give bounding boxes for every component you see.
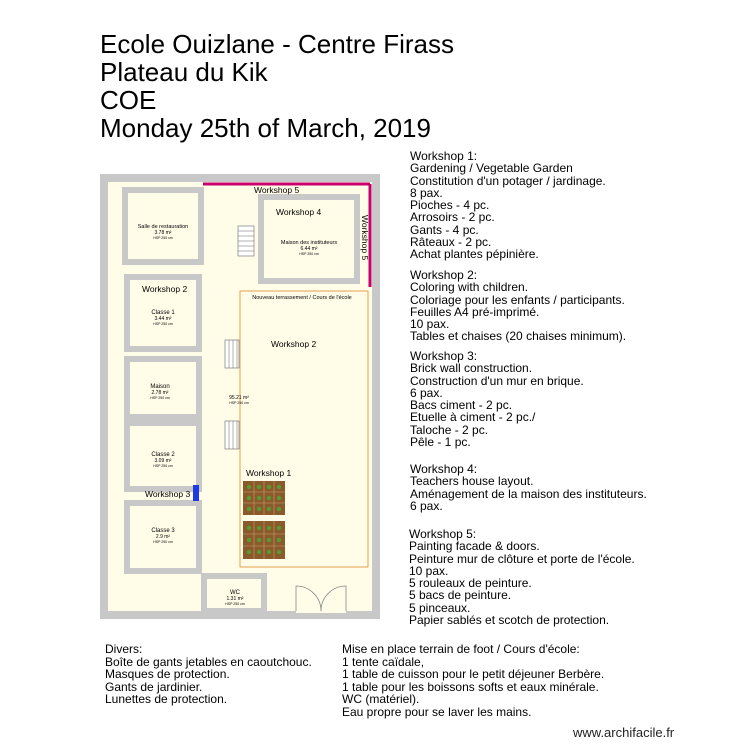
room-maison-area: 2.78 m² bbox=[151, 390, 169, 396]
ws2-line: Coloring with children. bbox=[410, 280, 529, 295]
room-classe1-area: 3.44 m² bbox=[154, 316, 172, 322]
court-label: Nouveau terrassement / Cours de l'école bbox=[252, 295, 352, 301]
room-maison-inst-height: HSP 250 cm bbox=[299, 252, 319, 256]
ws3-line: Bacs ciment - 2 pc. bbox=[410, 398, 513, 413]
stairs-lower bbox=[225, 421, 239, 449]
football-line: 1 table de cuisson pour le petit déjeuner Berbère. bbox=[342, 667, 605, 681]
football-line: Eau propre pour se laver les mains. bbox=[342, 704, 532, 719]
ws5-line: 5 bacs de peinture. bbox=[409, 588, 512, 603]
ws1-line: Arrosoirs - 2 pc. bbox=[410, 210, 495, 225]
room-maison-inst-area: 6.44 m² bbox=[300, 246, 318, 252]
ws3-line: Pêle - 1 pc. bbox=[410, 435, 471, 450]
room-classe3-height: HSP 250 cm bbox=[153, 540, 173, 544]
label-workshop1: Workshop 1 bbox=[246, 468, 292, 478]
ws1-line: Achat plantes pépinière. bbox=[410, 247, 539, 262]
title-line-school: Ecole Ouizlane - Centre Firass bbox=[100, 29, 455, 59]
football-setup-list bbox=[342, 643, 604, 718]
ws1-line: Workshop 1: bbox=[410, 149, 478, 163]
room-wc-height: HSP 250 cm bbox=[225, 602, 245, 606]
room-classe1-height: HSP 250 cm bbox=[153, 322, 173, 326]
ws4-line: 6 pax. bbox=[410, 498, 443, 513]
workshop-2-details bbox=[410, 269, 626, 343]
total-height: HSP 250 cm bbox=[229, 401, 249, 405]
ws2-line: Workshop 2: bbox=[410, 268, 478, 282]
room-wc-name: WC bbox=[230, 590, 240, 596]
ws3-line: Workshop 3: bbox=[410, 349, 478, 363]
room-wc-area: 1.31 m² bbox=[226, 596, 244, 602]
ws3-line: 6 pax. bbox=[410, 385, 443, 400]
ws2-line: Tables et chaises (20 chaises minimum). bbox=[410, 329, 627, 344]
divers-line: Masques de protection. bbox=[105, 667, 230, 681]
watermark: www.archifacile.fr bbox=[573, 725, 675, 740]
label-workshop4: Workshop 4 bbox=[276, 207, 322, 217]
room-classe3-area: 2.9 m² bbox=[155, 534, 171, 540]
ws3-line: Etuelle à ciment - 2 pc./ bbox=[410, 410, 536, 425]
football-line: 1 tente caïdale, bbox=[342, 654, 425, 669]
room-salle-height: HSP 250 cm bbox=[153, 236, 173, 240]
ws5-line: Workshop 5: bbox=[409, 527, 477, 541]
label-workshop5-side: Workshop 5 bbox=[360, 215, 370, 261]
ws5-line: Painting facade & doors. bbox=[409, 539, 540, 554]
workshop-1-details bbox=[410, 150, 606, 261]
label-workshop2-center: Workshop 2 bbox=[271, 339, 317, 349]
football-line: 1 table pour les boissons softs et eaux minérale. bbox=[342, 679, 599, 694]
room-classe3-name: Classe 3 bbox=[151, 528, 175, 534]
title-line-org: COE bbox=[100, 85, 157, 115]
room-salle-name: Salle de restauration bbox=[137, 224, 189, 230]
ws3-line: Brick wall construction. bbox=[410, 361, 533, 376]
title-line-site: Plateau du Kik bbox=[100, 57, 268, 87]
ws4-line: Aménagement de la maison des instituteurs. bbox=[410, 486, 647, 501]
ws1-line: Pioches - 4 pc. bbox=[410, 198, 490, 213]
ws5-line: 5 pinceaux. bbox=[409, 600, 471, 615]
room-maison-name: Maison bbox=[150, 384, 170, 390]
divers-line: Divers: bbox=[105, 642, 143, 656]
room-maison-inst-name: Maison des instituteurs bbox=[280, 240, 338, 246]
ws5-line: Peinture mur de clôture et porte de l'école. bbox=[409, 551, 635, 566]
label-workshop3: Workshop 3 bbox=[145, 489, 191, 499]
workshop3-wall bbox=[193, 485, 199, 501]
room-classe2-area: 3.09 m² bbox=[154, 458, 172, 464]
ws1-line: Gants - 4 pc. bbox=[410, 222, 479, 237]
workshop-4-details bbox=[410, 463, 647, 512]
ws4-line: Workshop 4: bbox=[410, 462, 478, 476]
football-line: Mise en place terrain de foot / Cours d'école: bbox=[342, 642, 580, 656]
divers-line: Lunettes de protection. bbox=[105, 692, 228, 706]
room-salle-area: 3.78 m² bbox=[154, 230, 172, 236]
ws5-line: 5 rouleaux de peinture. bbox=[409, 576, 532, 591]
title-line-date: Monday 25th of March, 2019 bbox=[100, 113, 431, 143]
ws2-line: 10 pax. bbox=[410, 317, 450, 332]
ws1-line: Gardening / Vegetable Garden bbox=[410, 161, 573, 176]
ws4-line: Teachers house layout. bbox=[410, 474, 534, 489]
room-classe2-height: HSP 250 cm bbox=[153, 464, 173, 468]
ws5-line: 10 pax. bbox=[409, 563, 449, 578]
football-line: WC (matériel). bbox=[342, 692, 420, 706]
label-workshop2-left: Workshop 2 bbox=[142, 284, 188, 294]
stairs-top bbox=[238, 226, 254, 256]
divers-line: Gants de jardinier. bbox=[105, 679, 203, 694]
ws3-line: Taloche - 2 pc. bbox=[410, 422, 489, 437]
ws1-line: Râteaux - 2 pc. bbox=[410, 235, 492, 250]
ws1-line: 8 pax. bbox=[410, 185, 443, 200]
ws1-line: Constitution d'un potager / jardinage. bbox=[410, 173, 606, 188]
ws5-line: Papier sablés et scotch de protection. bbox=[409, 613, 610, 628]
room-maison-height: HSP 250 cm bbox=[150, 396, 170, 400]
workshop-3-details bbox=[410, 350, 584, 448]
stairs-middle bbox=[225, 340, 239, 368]
divers-list bbox=[105, 643, 312, 706]
divers-line: Boîte de gants jetables en caoutchouc. bbox=[105, 654, 312, 669]
ws2-line: Feuilles A4 pré-imprimé. bbox=[410, 304, 540, 319]
total-area: 95.21 m² bbox=[229, 395, 249, 401]
workshop-5-details bbox=[409, 528, 635, 626]
ws2-line: Coloriage pour les enfants / participants. bbox=[410, 292, 625, 307]
label-workshop5-top: Workshop 5 bbox=[254, 185, 300, 195]
room-classe2-name: Classe 2 bbox=[151, 452, 175, 458]
ws3-line: Construction d'un mur en brique. bbox=[410, 373, 584, 388]
room-classe1-name: Classe 1 bbox=[151, 310, 175, 316]
